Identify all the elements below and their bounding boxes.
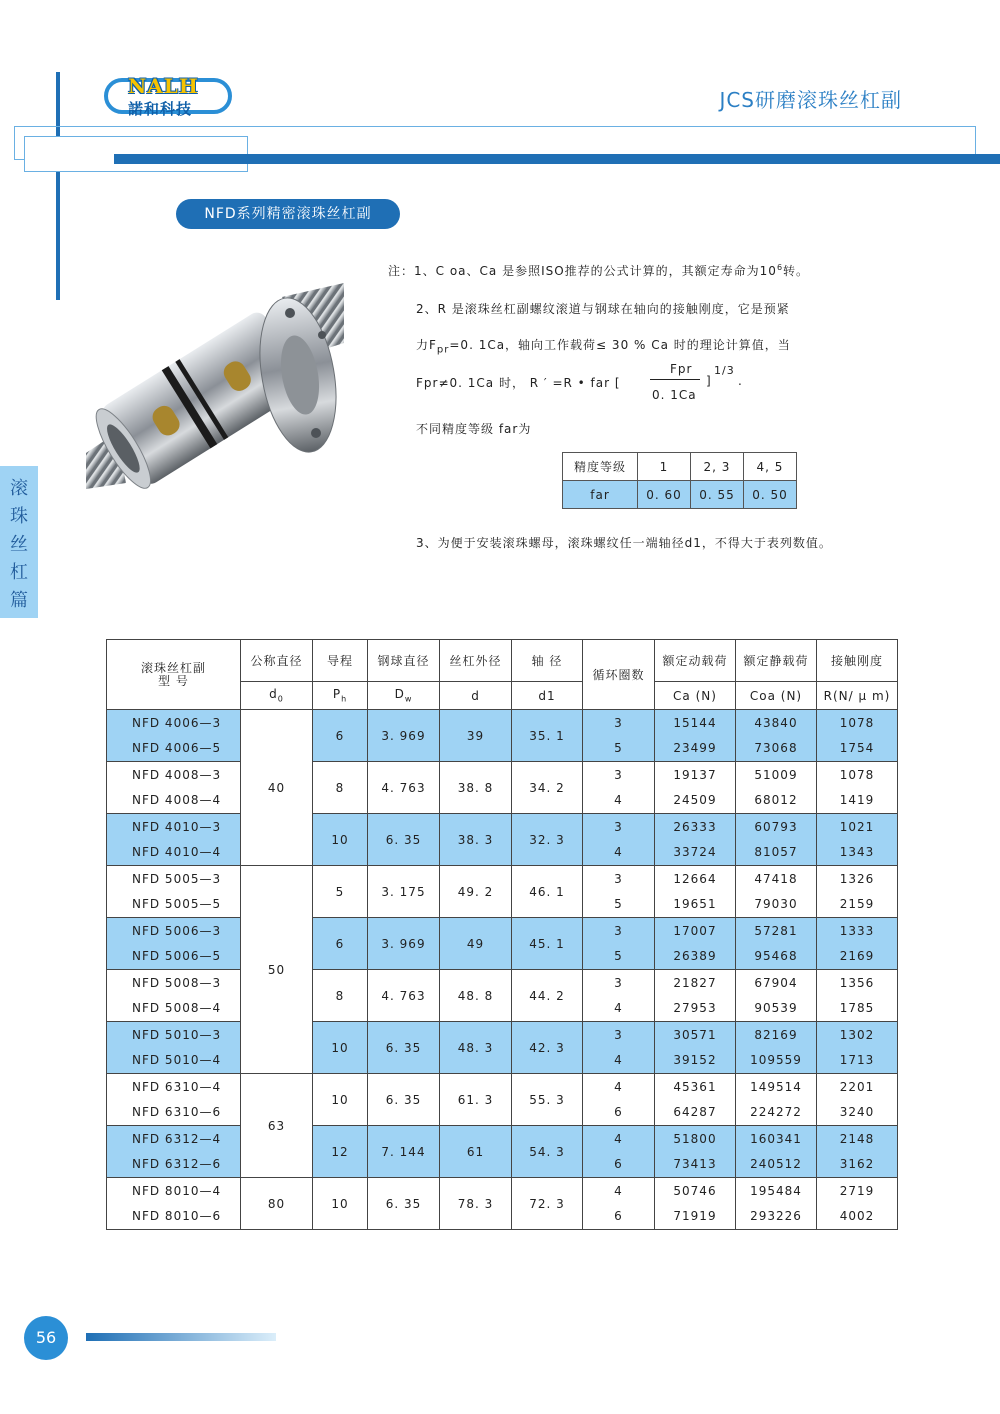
cell-ball-diameter: 4. 763 — [368, 762, 440, 814]
header-stiffness: 接触刚度 — [817, 640, 898, 682]
document-title: JCS研磨滚珠丝杠副 — [719, 88, 902, 112]
cell-coa: 82169 — [736, 1022, 817, 1048]
far-cell: 1 — [638, 453, 691, 481]
subheader-ph — [313, 682, 368, 710]
cell-coa: 240512 — [736, 1152, 817, 1178]
ball-screw-spec-table — [106, 639, 898, 1230]
cell-ca: 51800 — [655, 1126, 736, 1152]
side-chapter-tab — [0, 466, 38, 618]
cell-coa: 293226 — [736, 1204, 817, 1230]
cell-coa: 57281 — [736, 918, 817, 944]
note-far-intro: 不同精度等级 far为 — [416, 422, 532, 436]
cell-circuits: 3 — [583, 814, 655, 840]
table-row — [107, 1022, 898, 1048]
cell-circuits: 4 — [583, 1126, 655, 1152]
far-cell: 4, 5 — [744, 453, 797, 481]
cell-coa: 79030 — [736, 892, 817, 918]
cell-model: NFD 8010—6 — [107, 1204, 241, 1230]
logo-subtitle: 諾和科技 — [128, 100, 193, 118]
cell-circuits: 4 — [583, 996, 655, 1022]
cell-ca: 50746 — [655, 1178, 736, 1204]
cell-model: NFD 4006—3 — [107, 710, 241, 736]
cell-circuits: 4 — [583, 788, 655, 814]
cell-r: 3240 — [817, 1100, 898, 1126]
table-row — [107, 918, 898, 944]
cell-shaft-diameter: 55. 3 — [512, 1074, 583, 1126]
cell-lead: 10 — [313, 1074, 368, 1126]
cell-ball-diameter: 3. 175 — [368, 866, 440, 918]
header-model: 滚珠丝杠副 型 号 — [107, 640, 241, 710]
far-cell: far — [563, 481, 638, 509]
formula-period: . — [738, 374, 743, 388]
table-body — [107, 710, 898, 1230]
cell-r: 2159 — [817, 892, 898, 918]
series-label: NFD系列精密滚珠丝杠副 — [176, 199, 400, 229]
cell-model: NFD 5005—5 — [107, 892, 241, 918]
cell-circuits: 4 — [583, 840, 655, 866]
header-screw-od: 丝杠外径 — [440, 640, 512, 682]
cell-r: 1754 — [817, 736, 898, 762]
cell-lead: 12 — [313, 1126, 368, 1178]
cell-shaft-diameter: 34. 2 — [512, 762, 583, 814]
cell-shaft-diameter: 35. 1 — [512, 710, 583, 762]
far-table-row-far — [563, 481, 797, 509]
cell-ca: 30571 — [655, 1022, 736, 1048]
cell-coa: 90539 — [736, 996, 817, 1022]
cell-model: NFD 5010—4 — [107, 1048, 241, 1074]
table-row — [107, 970, 898, 996]
table-row — [107, 1074, 898, 1100]
cell-ball-diameter: 6. 35 — [368, 1178, 440, 1230]
table-row — [107, 866, 898, 892]
cell-screw-od: 38. 8 — [440, 762, 512, 814]
cell-model: NFD 5008—4 — [107, 996, 241, 1022]
cell-ball-diameter: 6. 35 — [368, 814, 440, 866]
cell-r: 1326 — [817, 866, 898, 892]
note-1-end: 转。 — [783, 264, 810, 278]
cell-circuits: 3 — [583, 762, 655, 788]
subheader-dw-text: D — [394, 687, 405, 702]
footer-gradient-bar — [86, 1333, 276, 1341]
cell-r: 1713 — [817, 1048, 898, 1074]
cell-ball-diameter: 4. 763 — [368, 970, 440, 1022]
cell-circuits: 3 — [583, 710, 655, 736]
subheader-d: d — [440, 682, 512, 710]
header-ball-diameter: 钢球直径 — [368, 640, 440, 682]
cell-lead: 8 — [313, 762, 368, 814]
cell-model: NFD 4006—5 — [107, 736, 241, 762]
cell-model: NFD 6310—6 — [107, 1100, 241, 1126]
cell-r: 2201 — [817, 1074, 898, 1100]
cell-ca: 73413 — [655, 1152, 736, 1178]
header-static-load: 额定静载荷 — [736, 640, 817, 682]
header-lead: 导程 — [313, 640, 368, 682]
far-table — [562, 452, 797, 509]
cell-r: 4002 — [817, 1204, 898, 1230]
cell-circuits: 4 — [583, 1048, 655, 1074]
cell-ball-diameter: 7. 144 — [368, 1126, 440, 1178]
cell-circuits: 4 — [583, 1074, 655, 1100]
cell-nominal-diameter: 63 — [241, 1074, 313, 1178]
cell-lead: 10 — [313, 1022, 368, 1074]
formula-numerator: Fpr — [670, 362, 693, 376]
cell-model: NFD 4008—3 — [107, 762, 241, 788]
cell-screw-od: 78. 3 — [440, 1178, 512, 1230]
header-vertical-rule — [56, 72, 60, 300]
cell-ca: 17007 — [655, 918, 736, 944]
cell-circuits: 6 — [583, 1100, 655, 1126]
side-tab-char: 滚 — [10, 478, 28, 499]
cell-screw-od: 61. 3 — [440, 1074, 512, 1126]
cell-shaft-diameter: 46. 1 — [512, 866, 583, 918]
cell-coa: 149514 — [736, 1074, 817, 1100]
cell-lead: 10 — [313, 814, 368, 866]
cell-ca: 33724 — [655, 840, 736, 866]
cell-model: NFD 4010—3 — [107, 814, 241, 840]
table-row — [107, 1126, 898, 1152]
cell-ca: 19137 — [655, 762, 736, 788]
cell-coa: 224272 — [736, 1100, 817, 1126]
cell-coa: 60793 — [736, 814, 817, 840]
logo-wordmark: NALH — [128, 74, 199, 98]
company-logo — [104, 74, 232, 118]
subheader-ca: Ca (N) — [655, 682, 736, 710]
cell-model: NFD 5010—3 — [107, 1022, 241, 1048]
subheader-dw — [368, 682, 440, 710]
far-cell: 0. 50 — [744, 481, 797, 509]
cell-lead: 6 — [313, 918, 368, 970]
cell-shaft-diameter: 44. 2 — [512, 970, 583, 1022]
cell-ca: 24509 — [655, 788, 736, 814]
table-header-row — [107, 640, 898, 682]
cell-ca: 39152 — [655, 1048, 736, 1074]
cell-coa: 95468 — [736, 944, 817, 970]
table-row — [107, 710, 898, 736]
cell-model: NFD 6310—4 — [107, 1074, 241, 1100]
cell-shaft-diameter: 32. 3 — [512, 814, 583, 866]
cell-model: NFD 5006—5 — [107, 944, 241, 970]
side-tab-char: 篇 — [10, 590, 28, 611]
cell-ca: 27953 — [655, 996, 736, 1022]
cell-r: 1785 — [817, 996, 898, 1022]
far-cell: 0. 60 — [638, 481, 691, 509]
cell-screw-od: 38. 3 — [440, 814, 512, 866]
cell-ca: 26389 — [655, 944, 736, 970]
formula-bracket-close: ] — [706, 374, 712, 388]
cell-screw-od: 49. 2 — [440, 866, 512, 918]
header-dynamic-load: 额定动载荷 — [655, 640, 736, 682]
cell-r: 1419 — [817, 788, 898, 814]
cell-circuits: 3 — [583, 918, 655, 944]
cell-r: 1021 — [817, 814, 898, 840]
cell-model: NFD 6312—6 — [107, 1152, 241, 1178]
cell-r: 1078 — [817, 710, 898, 736]
table-row — [107, 1178, 898, 1204]
subheader-d0-text: d — [269, 687, 278, 702]
cell-r: 3162 — [817, 1152, 898, 1178]
cell-nominal-diameter: 40 — [241, 710, 313, 866]
formula-fraction-bar — [650, 379, 700, 380]
cell-ca: 71919 — [655, 1204, 736, 1230]
cell-r: 1078 — [817, 762, 898, 788]
note-3-subscript: pr — [436, 344, 450, 356]
cell-lead: 10 — [313, 1178, 368, 1230]
cell-nominal-diameter: 80 — [241, 1178, 313, 1230]
far-table-row-grade — [563, 453, 797, 481]
cell-shaft-diameter: 72. 3 — [512, 1178, 583, 1230]
cell-model: NFD 5008—3 — [107, 970, 241, 996]
cell-screw-od: 39 — [440, 710, 512, 762]
side-tab-char: 丝 — [10, 534, 28, 555]
cell-ball-diameter: 6. 35 — [368, 1022, 440, 1074]
subheader-d0-sub: 0 — [277, 694, 284, 704]
cell-ca: 23499 — [655, 736, 736, 762]
note-formula — [416, 374, 621, 391]
cell-coa: 43840 — [736, 710, 817, 736]
subheader-dw-sub: w — [404, 694, 413, 704]
note-1 — [388, 262, 809, 279]
cell-lead: 6 — [313, 710, 368, 762]
header-nominal-diameter: 公称直径 — [241, 640, 313, 682]
cell-r: 1333 — [817, 918, 898, 944]
far-cell: 精度等级 — [563, 453, 638, 481]
table-row — [107, 762, 898, 788]
header-circuits: 循环圈数 — [583, 640, 655, 710]
side-tab-char: 珠 — [10, 506, 28, 527]
subheader-coa: Coa (N) — [736, 682, 817, 710]
formula-denominator: 0. 1Ca — [652, 388, 697, 402]
cell-circuits: 3 — [583, 970, 655, 996]
subheader-d1: d1 — [512, 682, 583, 710]
header-blue-bar — [114, 154, 1000, 164]
ball-screw-photo — [86, 283, 344, 489]
cell-shaft-diameter: 54. 3 — [512, 1126, 583, 1178]
cell-circuits: 4 — [583, 1178, 655, 1204]
cell-coa: 109559 — [736, 1048, 817, 1074]
cell-screw-od: 48. 3 — [440, 1022, 512, 1074]
cell-coa: 51009 — [736, 762, 817, 788]
cell-circuits: 5 — [583, 892, 655, 918]
note-2: 2、R 是滚珠丝杠副螺纹滚道与钢球在轴向的接触刚度，它是预紧 — [416, 302, 790, 316]
cell-coa: 195484 — [736, 1178, 817, 1204]
cell-circuits: 5 — [583, 736, 655, 762]
far-cell: 0. 55 — [691, 481, 744, 509]
cell-ca: 15144 — [655, 710, 736, 736]
cell-model: NFD 4008—4 — [107, 788, 241, 814]
cell-circuits: 3 — [583, 866, 655, 892]
subheader-ph-sub: h — [341, 694, 348, 704]
cell-coa: 81057 — [736, 840, 817, 866]
cell-model: NFD 5005—3 — [107, 866, 241, 892]
cell-shaft-diameter: 42. 3 — [512, 1022, 583, 1074]
cell-screw-od: 61 — [440, 1126, 512, 1178]
cell-ca: 45361 — [655, 1074, 736, 1100]
formula-exponent: 1/3 — [714, 364, 735, 377]
cell-ball-diameter: 3. 969 — [368, 918, 440, 970]
cell-ca: 21827 — [655, 970, 736, 996]
cell-circuits: 5 — [583, 944, 655, 970]
cell-r: 1356 — [817, 970, 898, 996]
cell-lead: 8 — [313, 970, 368, 1022]
cell-model: NFD 8010—4 — [107, 1178, 241, 1204]
cell-ball-diameter: 3. 969 — [368, 710, 440, 762]
cell-circuits: 3 — [583, 1022, 655, 1048]
cell-coa: 68012 — [736, 788, 817, 814]
cell-ca: 26333 — [655, 814, 736, 840]
cell-circuits: 6 — [583, 1204, 655, 1230]
note-3-text: =0. 1Ca，轴向工作载荷≤ 30 % Ca 时的理论计算值，当 — [449, 338, 791, 352]
note-3: 3、为便于安装滚珠螺母，滚珠螺纹任一端轴径d1，不得大于表列数值。 — [416, 536, 832, 550]
cell-ca: 19651 — [655, 892, 736, 918]
subheader-ph-text: P — [332, 687, 342, 702]
cell-coa: 67904 — [736, 970, 817, 996]
cell-coa: 160341 — [736, 1126, 817, 1152]
cell-coa: 73068 — [736, 736, 817, 762]
cell-r: 2169 — [817, 944, 898, 970]
cell-shaft-diameter: 45. 1 — [512, 918, 583, 970]
formula-lhs: Fpr≠0. 1Ca 时， R ′ =R • far [ — [416, 376, 621, 390]
side-tab-char: 杠 — [10, 562, 28, 583]
cell-r: 1343 — [817, 840, 898, 866]
cell-screw-od: 48. 8 — [440, 970, 512, 1022]
note-1-exponent: 6 — [776, 263, 784, 272]
page-number: 56 — [24, 1316, 68, 1360]
cell-ca: 64287 — [655, 1100, 736, 1126]
cell-ca: 12664 — [655, 866, 736, 892]
cell-coa: 47418 — [736, 866, 817, 892]
note-1-text: 注：1、C oa、Ca 是参照ISO推荐的公式计算的，其额定寿命为10 — [388, 264, 777, 278]
cell-circuits: 6 — [583, 1152, 655, 1178]
subheader-r: R(N/ μ m) — [817, 682, 898, 710]
cell-nominal-diameter: 50 — [241, 866, 313, 1074]
subheader-d0 — [241, 682, 313, 710]
cell-r: 2148 — [817, 1126, 898, 1152]
note-3-prefix: 力F — [416, 338, 437, 352]
far-cell: 2, 3 — [691, 453, 744, 481]
cell-screw-od: 49 — [440, 918, 512, 970]
cell-model: NFD 4010—4 — [107, 840, 241, 866]
cell-r: 2719 — [817, 1178, 898, 1204]
cell-lead: 5 — [313, 866, 368, 918]
cell-r: 1302 — [817, 1022, 898, 1048]
note-2-continued — [416, 336, 791, 355]
cell-model: NFD 5006—3 — [107, 918, 241, 944]
table-row — [107, 814, 898, 840]
cell-model: NFD 6312—4 — [107, 1126, 241, 1152]
header-shaft-diameter: 轴 径 — [512, 640, 583, 682]
cell-ball-diameter: 6. 35 — [368, 1074, 440, 1126]
